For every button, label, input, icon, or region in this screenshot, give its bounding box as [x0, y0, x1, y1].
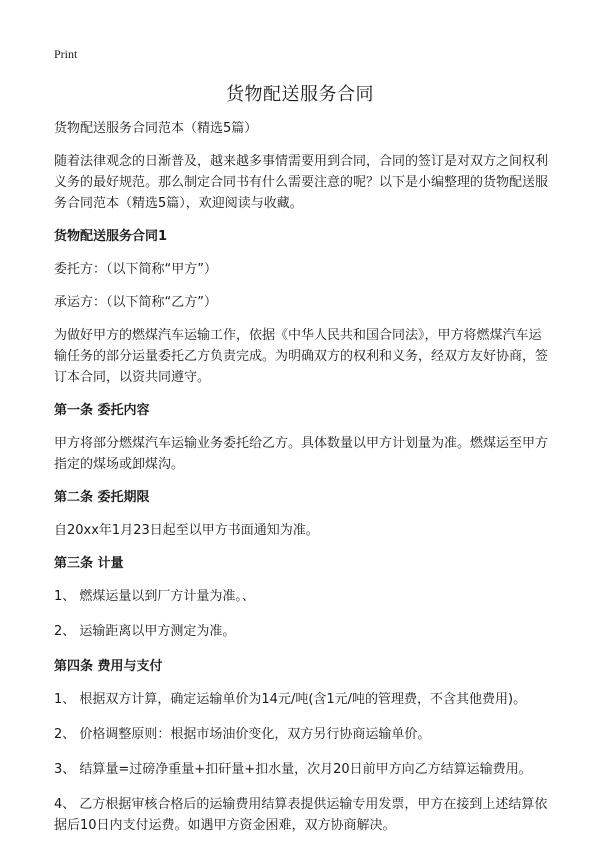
preamble-paragraph: 为做好甲方的燃煤汽车运输工作，依据《中华人民共和国合同法》，甲方将燃煤汽车运输任务的部分运量委托乙方负责完成。为明确双方的权利和义务，经双方友好协商，签订本合同，以资共同遵守。: [54, 328, 549, 385]
article4-item: 2、 价格调整原则：根据市场油价变化，双方另行协商运输单价。: [54, 727, 431, 742]
article1-heading: 第一条 委托内容: [54, 403, 150, 418]
article2-heading: 第二条 委托期限: [54, 490, 150, 505]
document-body: [54, 118, 554, 850]
contract-heading: 货物配送服务合同1: [54, 229, 168, 244]
article3-heading: 第三条 计量: [54, 556, 124, 571]
article4-heading: 第四条 费用与支付: [54, 659, 163, 674]
article3-item: 2、 运输距离以甲方测定为准。: [54, 624, 236, 639]
document-subtitle: 货物配送服务合同范本（精选5篇）: [54, 121, 258, 136]
article3-item: 1、 燃煤运量以到厂方计量为准。、: [54, 589, 255, 604]
print-link[interactable]: Print: [54, 47, 78, 61]
client-line: 委托方：（以下简称“甲方”）: [54, 262, 217, 277]
article4-item: 4、 乙方根据审核合格后的运输费用结算表提供运输专用发票，甲方在接到上述结算依据后10日内支付运费。如遇甲方资金困难，双方协商解决。: [54, 797, 548, 833]
article1-body: 甲方将部分燃煤汽车运输业务委托给乙方。具体数量以甲方计划量为准。燃煤运至甲方指定的煤场或卸煤沟。: [54, 436, 549, 472]
article2-body: 自20xx年1月23日起至以甲方书面通知为准。: [54, 523, 319, 538]
intro-paragraph: 随着法律观念的日渐普及，越来越多事情需要用到合同，合同的签订是对双方之间权利义务的最好规范。那么制定合同书有什么需要注意的呢？以下是小编整理的货物配送服务合同范本（精选5篇），欢迎阅读与收藏。: [54, 154, 549, 211]
article4-item: 1、 根据双方计算，确定运输单价为14元/吨(含1元/吨的管理费，不含其他费用)。: [54, 692, 527, 707]
document-title: 货物配送服务合同: [226, 84, 374, 105]
carrier-line: 承运方：（以下简称“乙方”）: [54, 295, 217, 310]
article4-item: 3、 结算量=过磅净重量+扣矸量+扣水量，次月20日前甲方向乙方结算运输费用。: [54, 762, 532, 777]
